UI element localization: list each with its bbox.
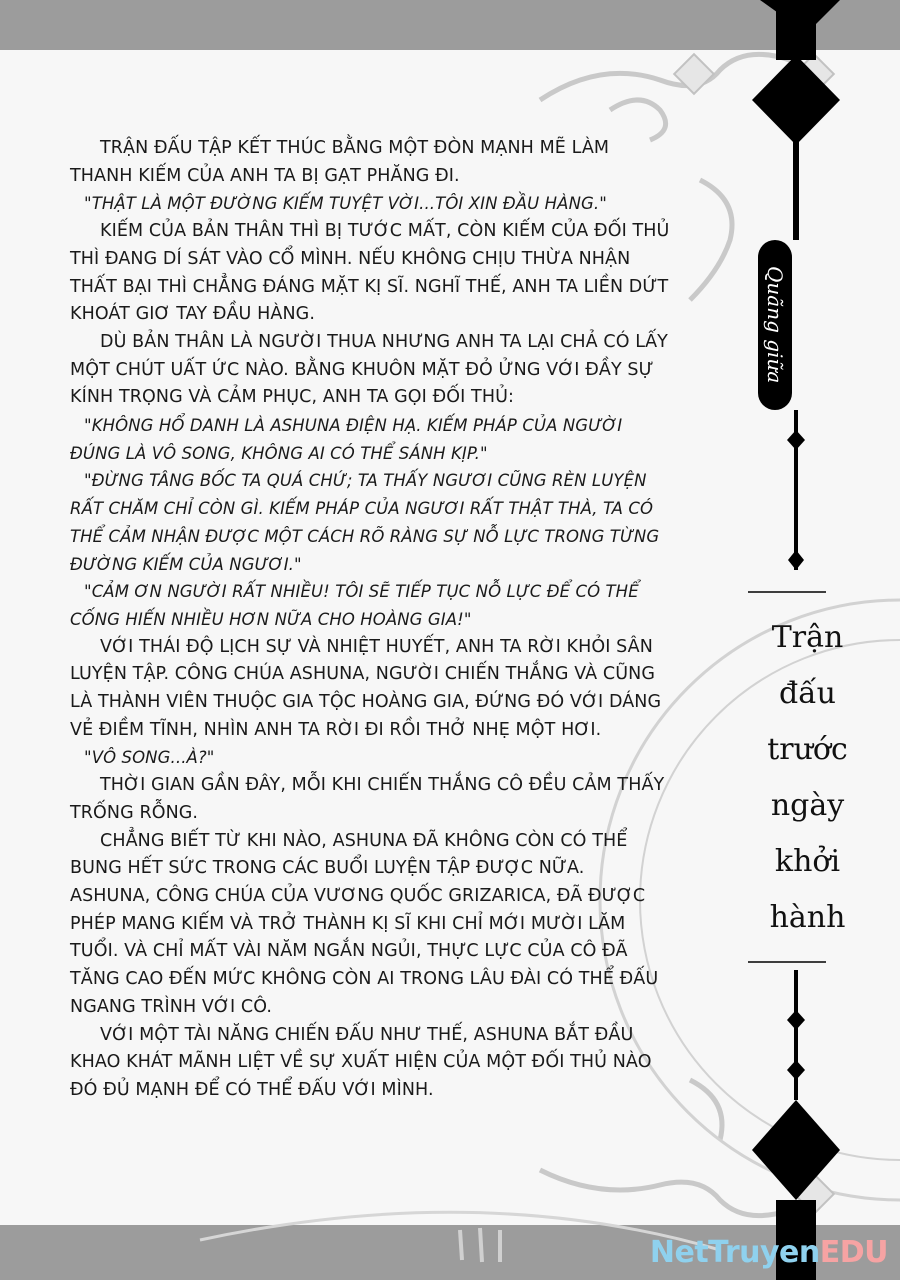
chapter-label-tab [758,240,792,410]
site-watermark [650,1235,888,1270]
paragraph: DÙ BẢN THÂN LÀ NGƯỜI THUA NHƯNG ANH TA LẠI CHẢ CÓ LẤY MỘT CHÚT UẤT ỨC NÀO. BẰNG KHUÔN MẶT ĐỎ ỬNG VỚI ĐẦY SỰ KÍNH TRỌNG VÀ CẢM PHỤC, ANH TA GỌI ĐỐI THỦ: [70,331,668,408]
watermark-part-2: EDU [819,1235,888,1270]
dialogue-line: "VÔ SONG...À?" [84,748,215,768]
ribbon-diamond [752,1100,840,1200]
chapter-title-line: hành [769,900,846,935]
watermark-part-1: NetTruyen [649,1235,820,1270]
paragraph: VỚI THÁI ĐỘ LỊCH SỰ VÀ NHIỆT HUYẾT, ANH TA RỜI KHỎI SÂN LUYỆN TẬP. CÔNG CHÚA ASHUNA, NGƯỜI CHIẾN THẮNG VÀ CŨNG LÀ THÀNH VIÊN THUỘC GIA TỘC HOÀNG GIA, ĐỨNG ĐÓ VỚI DÁNG VẺ ĐIỀM TĨNH, NHÌN ANH TA RỜI ĐI RỒI THỞ NHẸ MỘT HƠI. [70,636,662,740]
paragraph: TRẬN ĐẤU TẬP KẾT THÚC BẰNG MỘT ĐÒN MẠNH MẼ LÀM THANH KIẾM CỦA ANH TA BỊ GẠT PHĂNG ĐI. [70,138,610,186]
paragraph: CHẲNG BIẾT TỪ KHI NÀO, ASHUNA ĐÃ KHÔNG CÒN CÓ THỂ BUNG HẾT SỨC TRONG CÁC BUỔI LUYỆN TẬP ĐƯỢC NỮA. ASHUNA, CÔNG CHÚA CỦA VƯƠNG QUỐC GRIZARICA, ĐÃ ĐƯỢC PHÉP MANG KIẾM VÀ TRỞ THÀNH KỊ SĨ KHI CHỈ MỚI MƯỜI LĂM TUỔI. VÀ CHỈ MẤT VÀI NĂM NGẮN NGỦI, THỰC LỰC CỦA CÔ ĐÃ TĂNG CAO ĐẾN MỨC KHÔNG CÒN AI TRONG LÂU ĐÀI CÓ THỂ ĐẤU NGANG TRÌNH VỚI CÔ. [70,830,659,1017]
story-text [70,135,670,1105]
chapter-title-line: ngày [770,788,845,823]
paragraph: KIẾM CỦA BẢN THÂN THÌ BỊ TƯỚC MẤT, CÒN KIẾM CỦA ĐỐI THỦ THÌ ĐANG DÍ SÁT VÀO CỔ MÌNH. NẾU KHÔNG CHỊU THỪA NHẬN THẤT BẠI THÌ CHẲNG ĐÁNG MẶT KỊ SĨ. NGHĨ THẾ, ANH TA LIỀN DỨT KHOÁT GIƠ TAY ĐẦU HÀNG. [70,221,670,325]
chapter-title-line: trước [767,732,848,767]
dialogue-line: "THẬT LÀ MỘT ĐƯỜNG KIẾM TUYỆT VỜI...TÔI XIN ĐẦU HÀNG." [84,194,607,214]
paragraph: THỜI GIAN GẦN ĐÂY, MỖI KHI CHIẾN THẮNG CÔ ĐỀU CẢM THẤY TRỐNG RỖNG. [70,775,665,823]
chapter-title-line: Trận [771,620,844,655]
dialogue-line: "ĐỪNG TÂNG BỐC TA QUÁ CHỨ; TA THẤY NGƯƠI CŨNG RÈN LUYỆN RẤT CHĂM CHỈ CÒN GÌ. KIẾM PHÁP CỦA NGƯƠI RẤT THẬT THÀ, TA CÓ THỂ CẢM NHẬN ĐƯỢC MỘT CÁCH RÕ RÀNG SỰ NỖ LỰC TRONG TỪNG ĐƯỜNG KIẾM CỦA NGƯƠI." [70,471,660,574]
chapter-label-text: Quãng giữa [763,266,787,384]
dialogue-line: "CẢM ƠN NGƯỜI RẤT NHIỀU! TÔI SẼ TIẾP TỤC NỖ LỰC ĐỂ CÓ THỂ CỐNG HIẾN NHIỀU HƠN NỮA CHO HOÀNG GIA!" [70,582,639,629]
scroll-ornament [540,54,790,100]
chapter-title-line: khởi [774,844,841,879]
scroll-ornament [690,180,732,300]
chapter-title [745,610,870,946]
scroll-ornament [610,100,666,140]
scroll-ornament [690,1080,722,1140]
paragraph: VỚI MỘT TÀI NĂNG CHIẾN ĐẤU NHƯ THẾ, ASHUNA BẮT ĐẦU KHAO KHÁT MÃNH LIỆT VỀ SỰ XUẤT HIỆN CỦA MỘT ĐỐI THỦ NÀO ĐÓ ĐỦ MẠNH ĐỂ CÓ THỂ ĐẤU VỚI MÌNH. [70,1024,652,1100]
scroll-ornament [540,1170,790,1216]
dialogue-line: "KHÔNG HỔ DANH LÀ ASHUNA ĐIỆN HẠ. KIẾM PHÁP CỦA NGƯỜI ĐÚNG LÀ VÔ SONG, KHÔNG AI CÓ THỂ SÁNH KỊP." [70,416,623,463]
chapter-title-line: đấu [779,676,836,711]
